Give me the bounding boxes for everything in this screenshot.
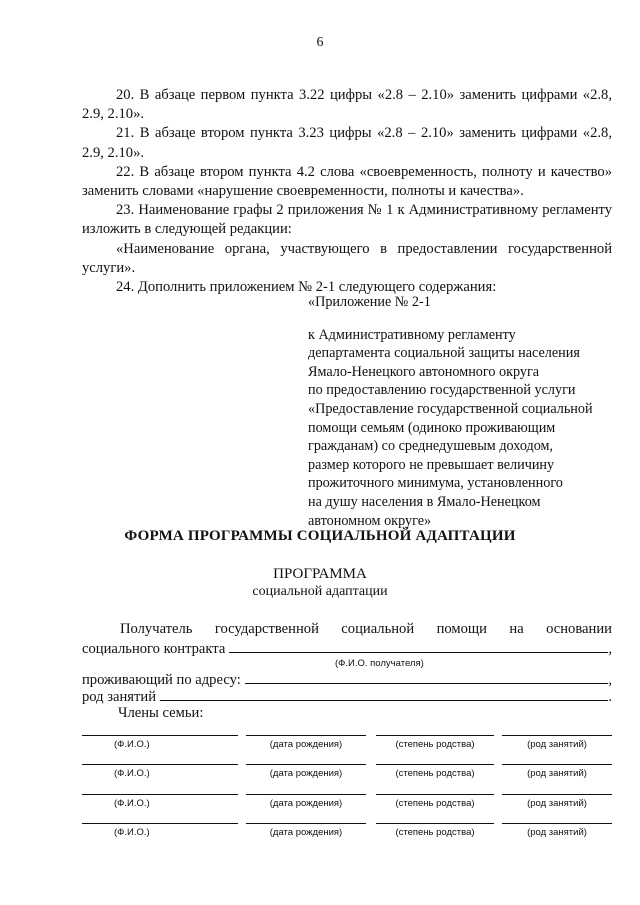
recipient-word: основании — [546, 621, 612, 637]
form-title: ФОРМА ПРОГРАММЫ СОЦИАЛЬНОЙ АДАПТАЦИИ — [124, 528, 516, 544]
appendix-line: к Административному регламенту — [308, 326, 516, 343]
page-number: 6 — [316, 35, 324, 50]
recipient-word: помощи — [436, 621, 487, 637]
appendix-title: «Приложение № 2-1 — [308, 294, 431, 310]
amendments-text — [82, 86, 612, 297]
paragraph-23: 23. Наименование графы 2 приложения № 1 к Административному регламенту изложить в следующей редакции: — [82, 202, 612, 238]
appendix-line: на душу населения в Ямало-Ненецком — [308, 493, 541, 510]
relationship-field[interactable]: (степень родства) — [376, 764, 494, 786]
contract-line — [82, 638, 612, 658]
appendix-line: Ямало-Ненецкого автономного округа — [308, 363, 540, 380]
name-field[interactable]: (Ф.И.О.) — [82, 823, 238, 841]
birthdate-field[interactable]: (дата рождения) — [246, 794, 366, 816]
paragraph-21: 21. В абзаце втором пункта 3.23 цифры «2.8 – 2.10» заменить цифрами «2.8, 2.9, 2.10». — [82, 125, 612, 161]
occupation-field[interactable] — [160, 686, 608, 701]
birthdate-field[interactable]: (дата рождения) — [246, 735, 366, 757]
appendix-line: прожиточного минимума, установленного — [308, 475, 563, 492]
name-field[interactable]: (Ф.И.О.) — [82, 735, 238, 753]
contract-label: социального контракта — [82, 641, 226, 657]
appendix-line: размер которого не превышает величину — [308, 456, 555, 473]
birthdate-field[interactable]: (дата рождения) — [246, 823, 366, 845]
paragraph-22: 22. В абзаце втором пункта 4.2 слова «своевременность, полноту и качество» заменить словами «нарушение своевременности, полноты и качества». — [82, 163, 612, 200]
family-members-label: Члены семьи: — [118, 705, 204, 721]
occupation-label: род занятий — [82, 689, 157, 705]
address-line-end: , — [608, 672, 612, 688]
occupation-field[interactable]: (род занятий) — [502, 823, 612, 845]
recipient-name-field[interactable] — [229, 638, 608, 653]
appendix-line: автономном округе» — [308, 512, 432, 529]
appendix-header — [308, 293, 618, 530]
occupation-line — [82, 686, 612, 706]
recipient-word: социальной — [341, 621, 415, 637]
recipient-word: государственной — [214, 621, 319, 637]
relationship-field[interactable]: (степень родства) — [376, 794, 494, 816]
appendix-line: департамента социальной защиты населения — [308, 345, 580, 362]
address-field[interactable] — [245, 669, 609, 684]
name-field[interactable]: (Ф.И.О.) — [82, 764, 238, 782]
appendix-line: гражданам) со среднедушевым доходом, — [308, 438, 554, 455]
recipient-word: на — [509, 621, 524, 637]
appendix-line: помощи семьям (одиноко проживающим — [308, 419, 556, 436]
occupation-field[interactable]: (род занятий) — [502, 764, 612, 786]
contract-line-end: , — [608, 641, 612, 657]
appendix-line: «Предоставление государственной социальной — [308, 400, 593, 417]
paragraph-23-quote: «Наименование органа, участвующего в предоставлении государственной услуги». — [82, 240, 612, 276]
paragraph-24: 24. Дополнить приложением № 2-1 следующего содержания: — [116, 279, 497, 296]
appendix-line: по предоставлению государственной услуги — [308, 382, 576, 399]
relationship-field[interactable]: (степень родства) — [376, 823, 494, 845]
recipient-name-caption: (Ф.И.О. получателя) — [335, 658, 424, 669]
recipient-line — [120, 621, 612, 638]
paragraph-20: 20. В абзаце первом пункта 3.22 цифры «2.8 – 2.10» заменить цифрами «2.8, 2.9, 2.10». — [82, 87, 612, 123]
address-label: проживающий по адресу: — [82, 672, 241, 688]
occupation-field[interactable]: (род занятий) — [502, 735, 612, 757]
program-title: ПРОГРАММА — [273, 566, 367, 582]
name-field[interactable]: (Ф.И.О.) — [82, 794, 238, 812]
birthdate-field[interactable]: (дата рождения) — [246, 764, 366, 786]
occupation-line-end: . — [608, 689, 612, 705]
relationship-field[interactable]: (степень родства) — [376, 735, 494, 757]
program-subtitle: социальной адаптации — [252, 584, 388, 599]
recipient-word: Получатель — [120, 621, 193, 637]
occupation-field[interactable]: (род занятий) — [502, 794, 612, 816]
